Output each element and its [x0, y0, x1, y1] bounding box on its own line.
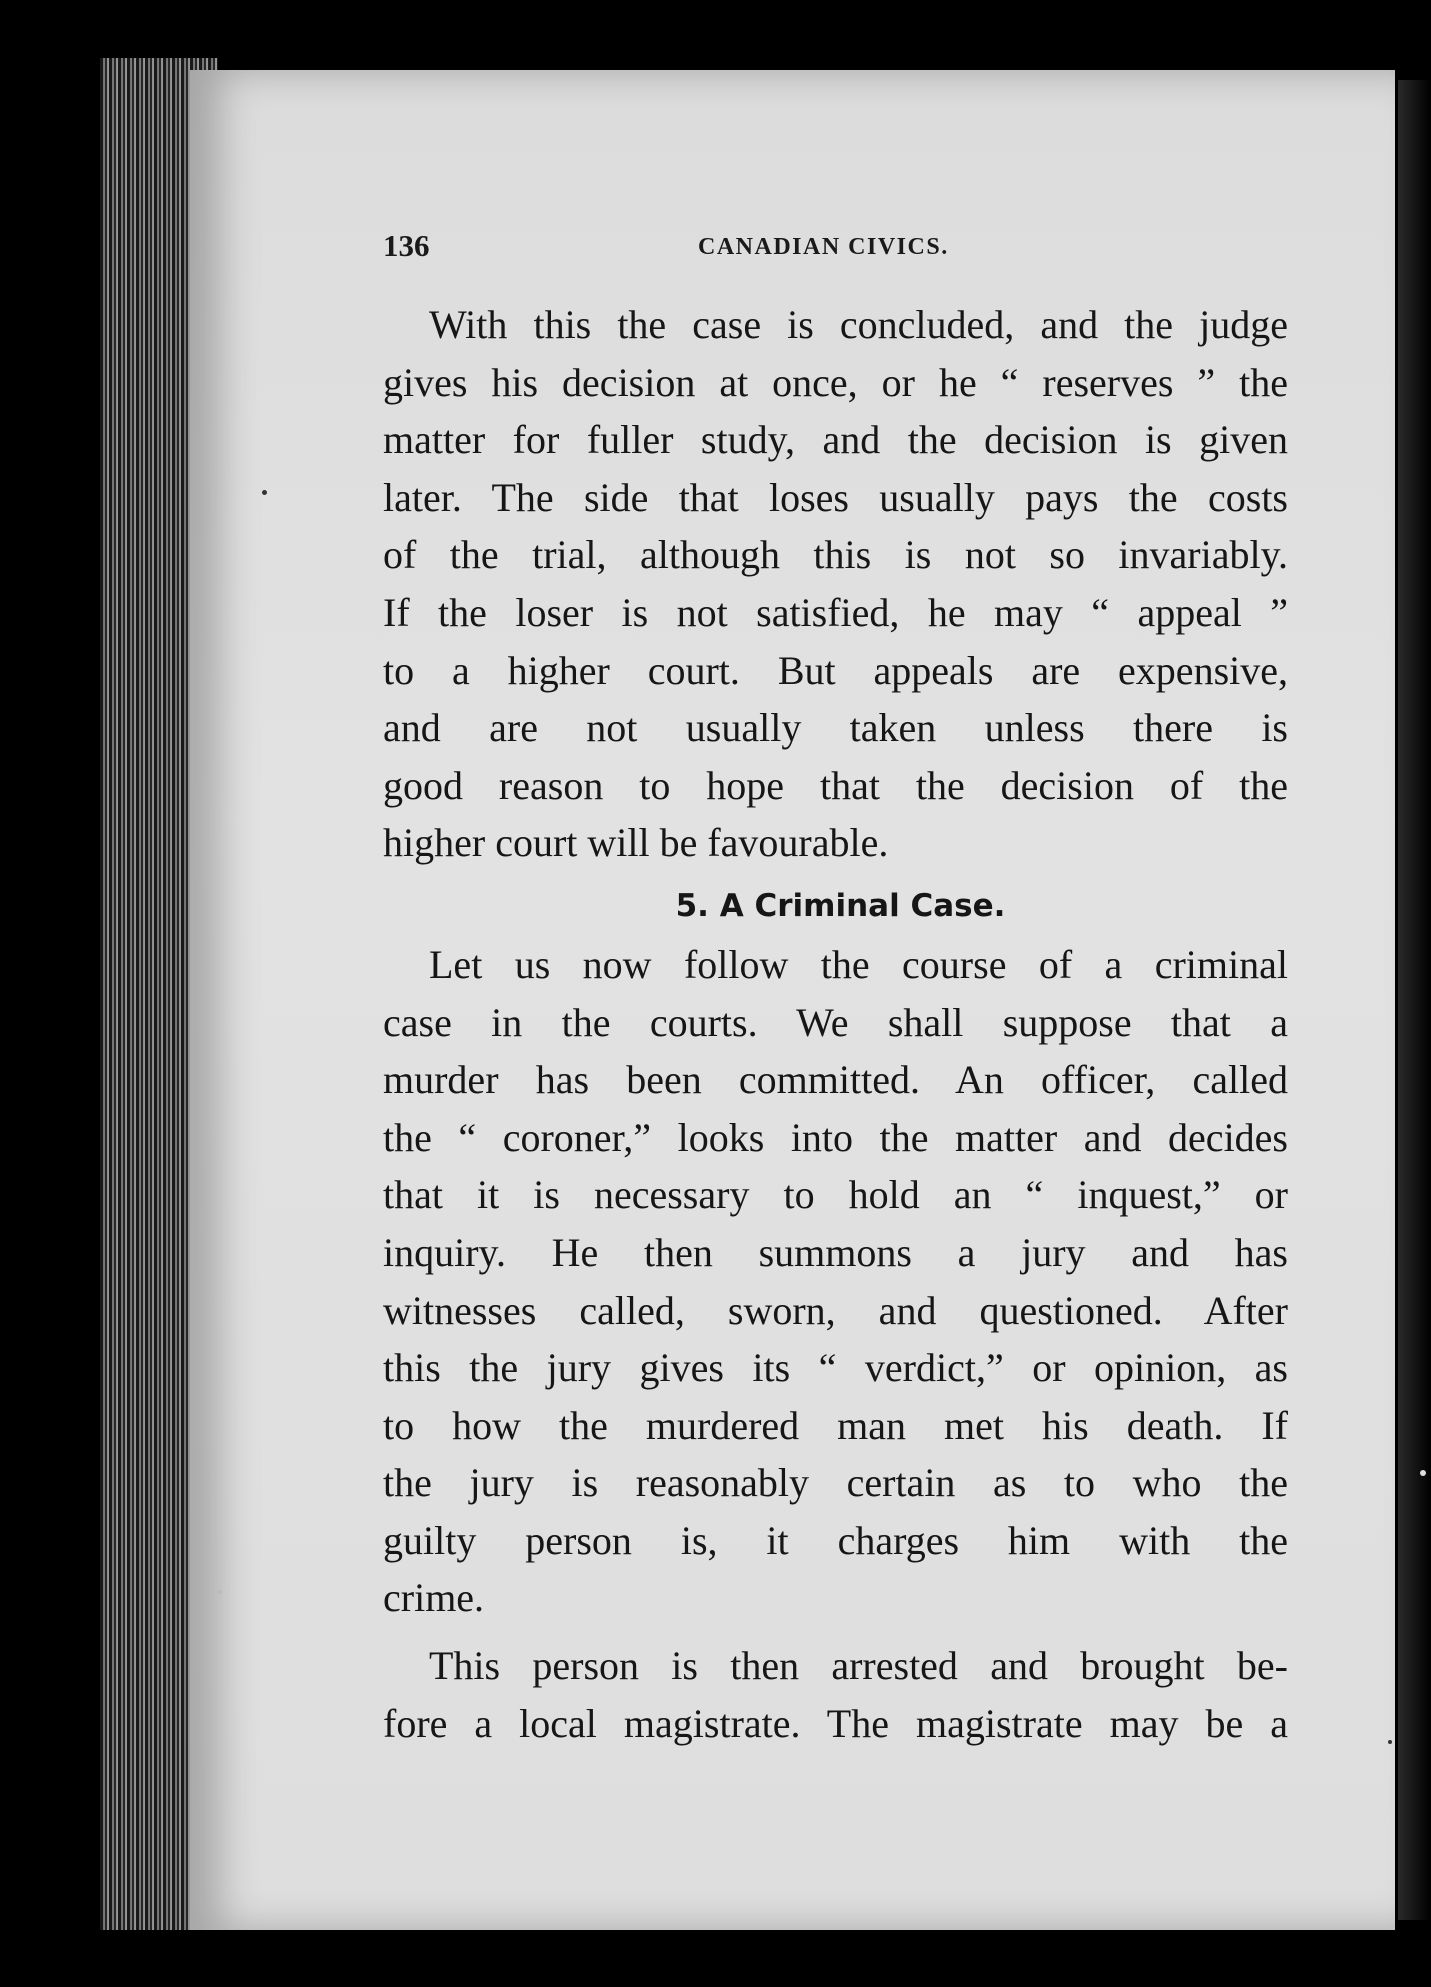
scan-speck [1420, 1470, 1426, 1476]
text-line: to a higher court. But appeals are expensive, [383, 647, 1288, 693]
text-line: If the loser is not satisfied, he may “ appeal ” [383, 589, 1288, 635]
book-binding-edge [1398, 80, 1431, 1920]
page-number: 136 [383, 228, 430, 263]
text-line: that it is necessary to hold an “ inquest,” or [383, 1172, 1288, 1218]
paragraph-3 [383, 1637, 1288, 1752]
scan-speck [218, 1590, 222, 1594]
text-line: crime. [383, 1575, 485, 1621]
text-line: murder has been committed. An officer, called [383, 1057, 1288, 1103]
text-line: inquiry. He then summons a jury and has [383, 1229, 1288, 1275]
text-line: With this the case is concluded, and the judge [429, 302, 1288, 347]
text-line: and are not usually taken unless there is [383, 705, 1288, 751]
text-line: gives his decision at once, or he “ reserves ” the [383, 359, 1288, 405]
text-line: higher court will be favourable. [383, 820, 889, 866]
text-line: case in the courts. We shall suppose that a [383, 999, 1288, 1045]
text-line: witnesses called, sworn, and questioned. After [383, 1287, 1288, 1333]
text-line: fore a local magistrate. The magistrate may be a [383, 1700, 1288, 1746]
running-title: CANADIAN CIVICS. [698, 234, 949, 260]
text-line: later. The side that loses usually pays the costs [383, 474, 1288, 520]
text-line: to how the murdered man met his death. If [383, 1402, 1288, 1448]
text-line: matter for fuller study, and the decision is given [383, 417, 1288, 463]
scan-border-top [0, 0, 1431, 62]
section-heading: 5. A Criminal Case. [675, 887, 1006, 924]
text-line: this the jury gives its “ verdict,” or opinion, as [383, 1345, 1288, 1391]
text-line: Let us now follow the course of a criminal [429, 941, 1288, 987]
text-line: of the trial, although this is not so invariably. [383, 532, 1288, 578]
paragraph-1 [383, 296, 1288, 872]
text-line: good reason to hope that the decision of the [383, 762, 1288, 808]
text-line: This person is then arrested and brought be- [429, 1643, 1288, 1689]
text-line: the “ coroner,” looks into the matter and decides [383, 1114, 1288, 1160]
body-text [383, 296, 1288, 1752]
scan-speck [262, 490, 267, 495]
scan-border-bottom [0, 1930, 1431, 1987]
running-head [383, 228, 1303, 268]
scan-speck [1388, 1740, 1392, 1744]
text-line: guilty person is, it charges him with the [383, 1517, 1288, 1563]
text-line: the jury is reasonably certain as to who the [383, 1460, 1288, 1506]
paragraph-2 [383, 936, 1288, 1627]
paragraph-gap [383, 1627, 1288, 1637]
